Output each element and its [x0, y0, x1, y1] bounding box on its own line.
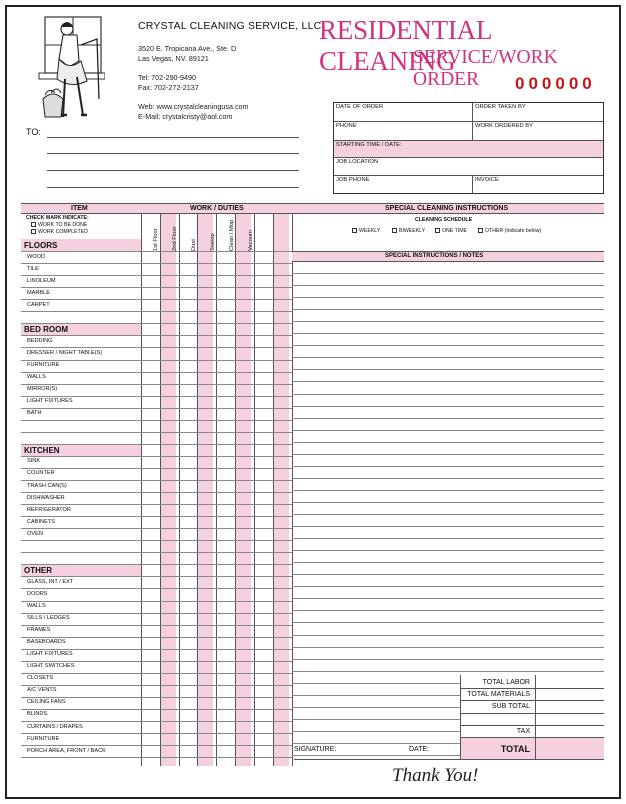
- special-cleaning-header: SPECIAL CLEANING INSTRUCTIONS: [385, 205, 509, 212]
- item-other-4: FRAMES: [27, 627, 51, 634]
- duty-clean-mop: Clean / Mop: [229, 219, 235, 251]
- cleaning-schedule-label: CLEANING SCHEDULE: [415, 217, 473, 223]
- item-kitchen-2: TRASH CAN(S): [27, 482, 67, 489]
- order-taken-by-field[interactable]: ORDER TAKEN BY: [475, 104, 526, 110]
- invoice-field[interactable]: INVOICE: [475, 177, 499, 183]
- section-bedroom-title: BED ROOM: [21, 323, 141, 335]
- order-number: 000000: [515, 74, 596, 93]
- item-other-10: CEILING FANS: [27, 699, 66, 706]
- item-other-14: PORCH AREA, FRONT / BACK: [27, 747, 106, 754]
- duty-vacuum: Vacuum: [248, 230, 254, 251]
- company-web: Web: www.crystalcleaningusa.com: [138, 102, 249, 111]
- company-address-2: Las Vegas, NV. 89121: [138, 54, 209, 63]
- job-location-field[interactable]: JOB LOCATION: [336, 159, 379, 165]
- maid-illustration-logo: [37, 15, 105, 127]
- company-tel: Tel: 702-290-9490: [138, 73, 196, 82]
- item-other-8: CLOSETS: [27, 675, 54, 682]
- total-materials-label: TOTAL MATERIALS: [467, 691, 530, 698]
- item-kitchen-1: COUNTER: [27, 470, 55, 477]
- item-bedroom-0: BEDDING: [27, 337, 53, 344]
- item-other-9: A/C VENTS: [27, 687, 57, 694]
- total-label: TOTAL: [500, 744, 530, 754]
- to-be-done-legend: WORK TO BE DONE: [31, 222, 87, 228]
- item-other-6: LIGHT FIXTURES: [27, 651, 73, 658]
- item-floors-1: TILE: [27, 265, 39, 272]
- item-kitchen-6: OVEN: [27, 530, 43, 537]
- item-other-0: GLASS, INT / EXT: [27, 578, 74, 585]
- section-other-title: OTHER: [21, 564, 141, 576]
- item-floors-0: WOOD: [27, 253, 46, 260]
- section-floors-title: FLOORS: [21, 239, 141, 251]
- signature-label: SIGNATURE:: [294, 746, 337, 753]
- item-other-3: SILLS / LEDGES: [27, 615, 70, 622]
- item-kitchen-3: DISHWASHER: [27, 494, 65, 501]
- item-bedroom-6: BATH: [27, 410, 42, 417]
- tax-label: TAX: [516, 728, 530, 735]
- item-other-11: BLINDS: [27, 711, 48, 718]
- weekly-checkbox[interactable]: [352, 228, 357, 233]
- form-subtitle: SERVICE/WORK ORDER: [413, 47, 558, 90]
- phone-field[interactable]: PHONE: [336, 123, 357, 129]
- item-floors-3: MARBLE: [27, 289, 51, 296]
- item-other-5: BASEBOARDS: [27, 639, 66, 646]
- schedule-biweekly[interactable]: BIWEEKLY: [392, 228, 425, 234]
- item-bedroom-4: MIRROR(S): [27, 386, 58, 393]
- order-info-box: [333, 102, 604, 194]
- item-kitchen-5: CABINETS: [27, 518, 55, 525]
- completed-checkbox[interactable]: [31, 229, 36, 234]
- section-kitchen-title: KITCHEN: [21, 444, 141, 456]
- to-be-done-checkbox[interactable]: [31, 222, 36, 227]
- item-other-12: CURTAINS / DRAPES: [27, 723, 83, 730]
- starting-time-field[interactable]: STARTING TIME / DATE:: [336, 142, 402, 148]
- item-other-2: WALLS: [27, 603, 46, 609]
- thank-you-text: Thank You!: [392, 765, 479, 786]
- biweekly-checkbox[interactable]: [392, 228, 397, 233]
- company-email: E-Mail: crystalcristy@aol.com: [138, 112, 233, 121]
- sub-total-label: SUB TOTAL: [491, 703, 530, 710]
- schedule-one-time[interactable]: ONE TIME: [435, 228, 467, 234]
- work-ordered-by-field[interactable]: WORK ORDERED BY: [475, 123, 533, 129]
- check-mark-legend: CHECK MARK INDICATE:: [26, 215, 89, 221]
- duty-2nd-floor: 2nd Floor: [172, 226, 178, 251]
- item-bedroom-5: LIGHT FIXTURES: [27, 398, 73, 405]
- to-label: TO:: [26, 127, 41, 137]
- total-labor-label: TOTAL LABOR: [482, 679, 530, 686]
- company-address-1: 3520 E. Tropicana Ave., Ste. D: [138, 44, 237, 53]
- item-header: ITEM: [71, 205, 88, 212]
- item-bedroom-2: FURNITURE: [27, 362, 60, 368]
- duty-sweep: Sweep: [210, 233, 216, 251]
- schedule-weekly[interactable]: WEEKLY: [352, 228, 380, 234]
- item-kitchen-0: SINK: [27, 458, 41, 465]
- completed-legend: WORK COMPLETED: [31, 229, 88, 235]
- date-label: DATE:: [409, 746, 430, 753]
- item-other-1: DOORS: [27, 590, 48, 597]
- work-order-form: [5, 5, 621, 799]
- form-title: RESIDENTIAL CLEANING: [319, 15, 492, 76]
- duty-dust: Dust: [191, 239, 197, 251]
- item-kitchen-4: REFRIGERATOR: [27, 506, 71, 513]
- item-other-13: FURNITURE: [27, 735, 60, 742]
- work-duties-header: WORK / DUTIES: [190, 205, 244, 212]
- item-floors-2: LINOLEUM: [27, 277, 56, 284]
- other-checkbox[interactable]: [478, 228, 483, 233]
- item-floors-4: CARPET: [27, 301, 50, 308]
- item-other-7: LIGHT SWITCHES: [27, 663, 75, 670]
- notes-header: SPECIAL INSTRUCTIONS / NOTES: [385, 253, 484, 259]
- item-bedroom-3: WALLS: [27, 374, 46, 381]
- one-time-checkbox[interactable]: [435, 228, 440, 233]
- date-of-order-field[interactable]: DATE OF ORDER: [336, 104, 384, 110]
- schedule-other[interactable]: OTHER (Indicate below): [478, 228, 541, 234]
- item-bedroom-1: DRESSER / NIGHT TABLE(S): [27, 349, 103, 356]
- company-fax: Fax: 702-272-2137: [138, 83, 199, 92]
- job-phone-field[interactable]: JOB PHONE: [336, 177, 370, 183]
- duty-1st-floor: 1st Floor: [153, 228, 159, 251]
- company-name: CRYSTAL CLEANING SERVICE, LLC.: [138, 20, 325, 32]
